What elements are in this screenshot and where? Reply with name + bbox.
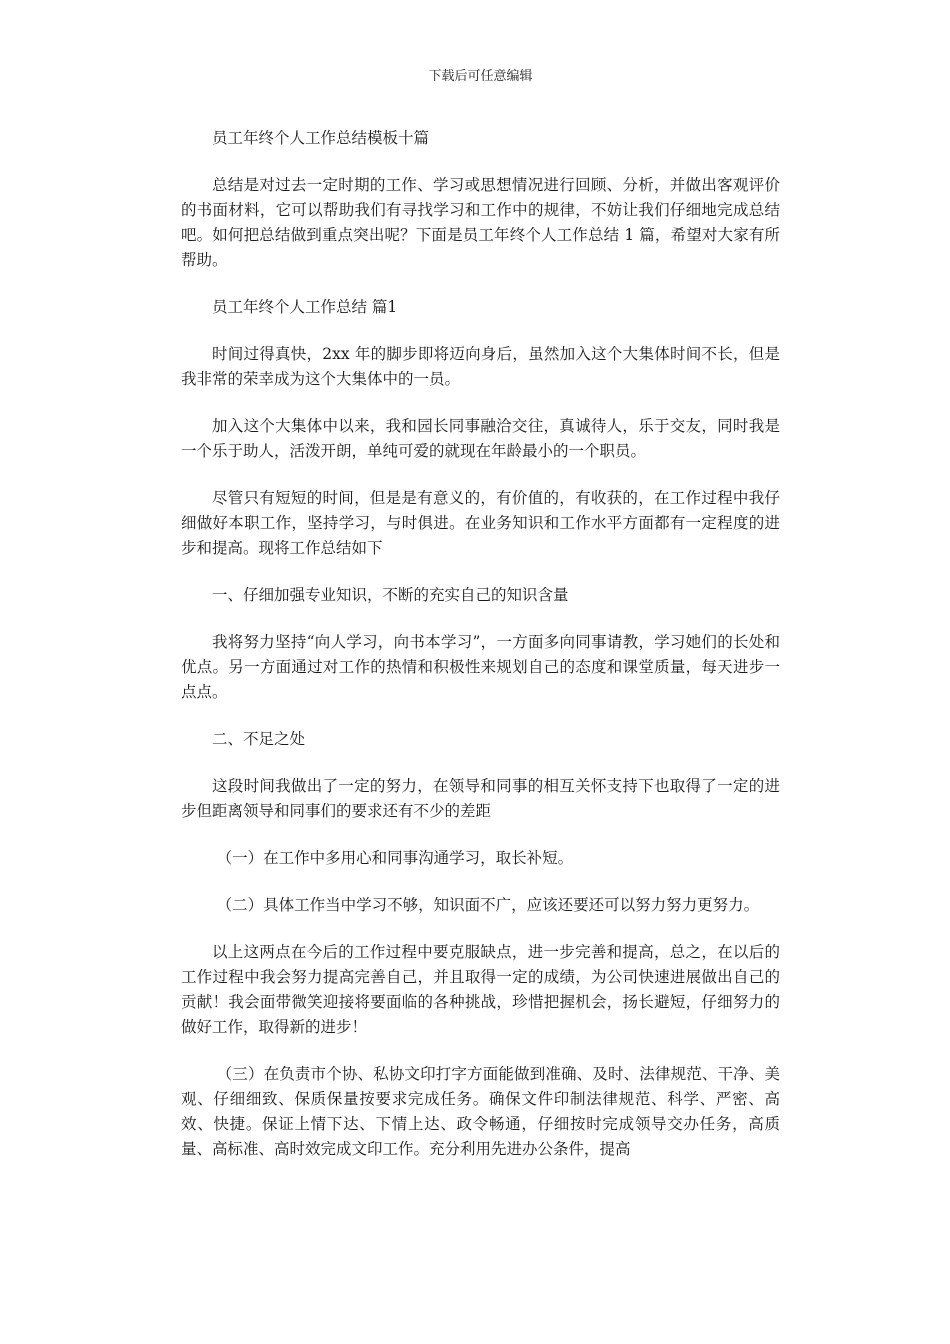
paragraph: 这段时间我做出了一定的努力，在领导和同事的相互关怀支持下也取得了一定的进步但距离领导和同事们的要求还有不少的差距 [181,777,780,820]
paragraph: 加入这个大集体中以来，我和园长同事融洽交往，真诚待人，乐于交友，同时我是一个乐于助人，活泼开朗，单纯可爱的就现在年龄最小的一个职员。 [181,417,780,460]
section-heading-part1: 员工年终个人工作总结 篇1 [212,298,398,316]
paragraph: 尽管只有短短的时间，但是是有意义的，有价值的，有收获的，在工作过程中我仔细做好本职工作，坚持学习，与时俱进。在业务知识和工作水平方面都有一定程度的进步和提高。现将工作总结如下 [181,489,780,557]
paragraph: 以上这两点在今后的工作过程中要克服缺点，进一步完善和提高，总之，在以后的工作过程中我会努力提高完善自己，并且取得一定的成绩，为公司快速进展做出自己的贡献！我会面带微笑迎接将要面临的各种挑战，珍惜把握机会，扬长避短，仔细努力的做好工作，取得新的进步！ [181,943,780,1036]
sub-item-3: （三）在负责市个协、私协文印打字方面能做到准确、及时、法律规范、干净、美观、仔细细致、保质保量按要求完成任务。确保文件印制法律规范、科学、严密、高效、快捷。保证上情下达、下情上达、政令畅通，仔细按时完成领导交办任务，高质量、高标准、高时效完成文印工作。充分利用先进办公条件，提高 [181,1065,780,1158]
section-heading-2: 二、不足之处 [212,730,306,748]
section-heading-1: 一、仔细加强专业知识，不断的充实自己的知识含量 [212,586,569,604]
sub-item-2: （二）具体工作当中学习不够，知识面不广，应该还要还可以努力努力更努力。 [216,896,760,914]
sub-item-1: （一）在工作中多用心和同事沟通学习，取长补短。 [216,849,574,867]
page-header: 下载后可任意编辑 [428,69,533,84]
paragraph-intro: 总结是对过去一定时期的工作、学习或思想情况进行回顾、分析，并做出客观评价的书面材料，它可以帮助我们有寻找学习和工作中的规律，不妨让我们仔细地完成总结吧。如何把总结做到重点突出呢？下面是员工年终个人工作总结 1 篇，希望对大家有所帮助。 [181,176,780,269]
paragraph: 时间过得真快，2xx 年的脚步即将迈向身后，虽然加入这个大集体时间不长，但是我非常的荣幸成为这个大集体中的一员。 [181,345,780,388]
document-title: 员工年终个人工作总结模板十篇 [212,129,430,147]
paragraph: 我将努力坚持“向人学习，向书本学习”，一方面多向同事请教，学习她们的长处和优点。另一方面通过对工作的热情和积极性来规划自己的态度和课堂质量，每天进步一点点。 [181,633,780,701]
document-body [181,126,780,1162]
